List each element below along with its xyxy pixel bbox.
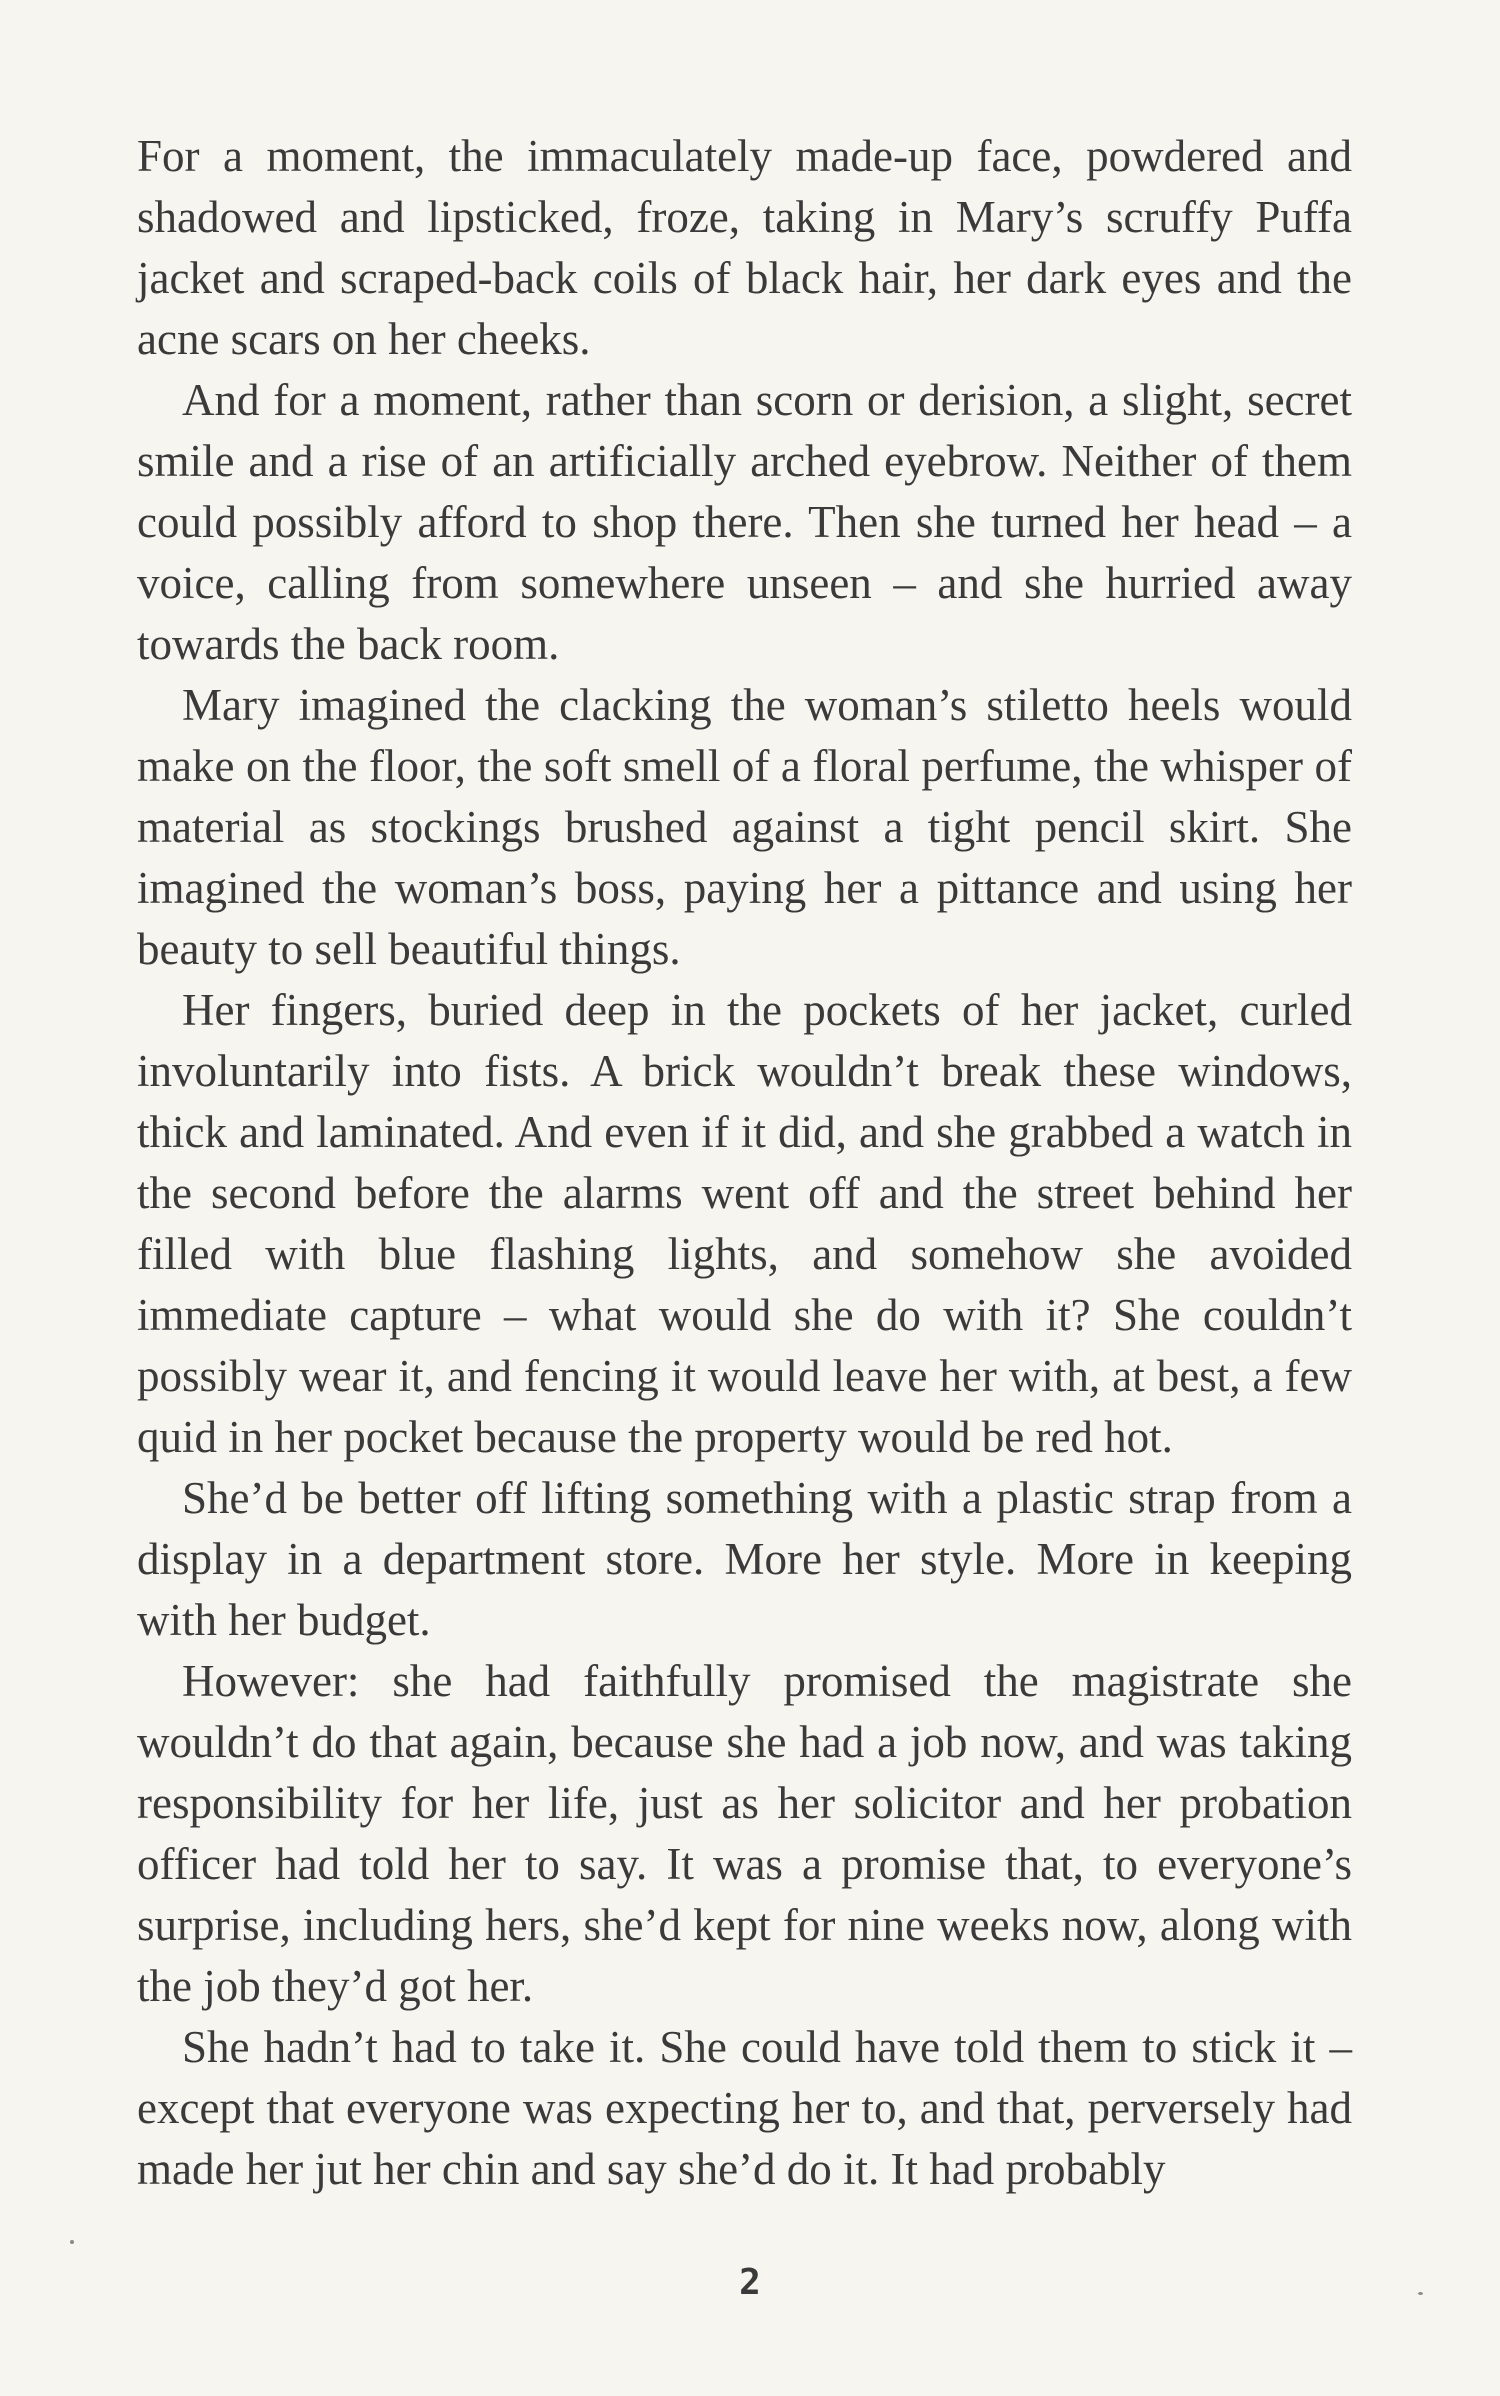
paragraph-1: For a moment, the immaculately made-up face, powdered and shadowed and lipsticked, froze, taking in Mary’s scruffy Puffa jacket and scraped-back coils of black hair, her dark eyes and the acne scars on her cheeks. xyxy=(137,131,1352,364)
paper-speck xyxy=(1418,2292,1423,2295)
paragraph-4: Her fingers, buried deep in the pockets of her jacket, curled involuntarily into fists. A brick wouldn’t break these windows, thick and laminated. And even if it did, and she grabbed a watch in the second before the alarms went off and the street behind her filled with blue flashing lights, and somehow she avoided immediate capture – what would she do with it? She couldn’t possibly wear it, and fencing it would leave her with, at best, a few quid in her pocket because the property would be red hot. xyxy=(137,985,1352,1462)
paper-speck xyxy=(70,2240,74,2244)
paragraph-3: Mary imagined the clacking the woman’s stiletto heels would make on the floor, the soft smell of a floral perfume, the whisper of material as stockings brushed against a tight pencil skirt. She imagined the woman’s boss, paying her a pittance and using her beauty to sell beautiful things. xyxy=(137,680,1352,974)
paragraph-2: And for a moment, rather than scorn or derision, a slight, secret smile and a rise of an artificially arched eyebrow. Neither of them could possibly afford to shop there. Then she turned her head – a voice, calling from somewhere unseen – and she hurried away towards the back room. xyxy=(137,375,1352,669)
page-number: 2 xyxy=(739,2262,761,2303)
paragraph-7: She hadn’t had to take it. She could have told them to stick it – except that everyone was expecting her to, and that, perversely had made her jut her chin and say she’d do it. It had probably xyxy=(137,2022,1352,2194)
paragraph-6: However: she had faithfully promised the magistrate she wouldn’t do that again, because she had a job now, and was taking responsibility for her life, just as her solicitor and her probation officer had told her to say. It was a promise that, to everyone’s surprise, including hers, she’d kept for nine weeks now, along with the job they’d got her. xyxy=(137,1656,1352,2011)
paragraph-5: She’d be better off lifting something with a plastic strap from a display in a department store. More her style. More in keeping with her budget. xyxy=(137,1473,1352,1645)
body-text xyxy=(137,126,1352,2200)
